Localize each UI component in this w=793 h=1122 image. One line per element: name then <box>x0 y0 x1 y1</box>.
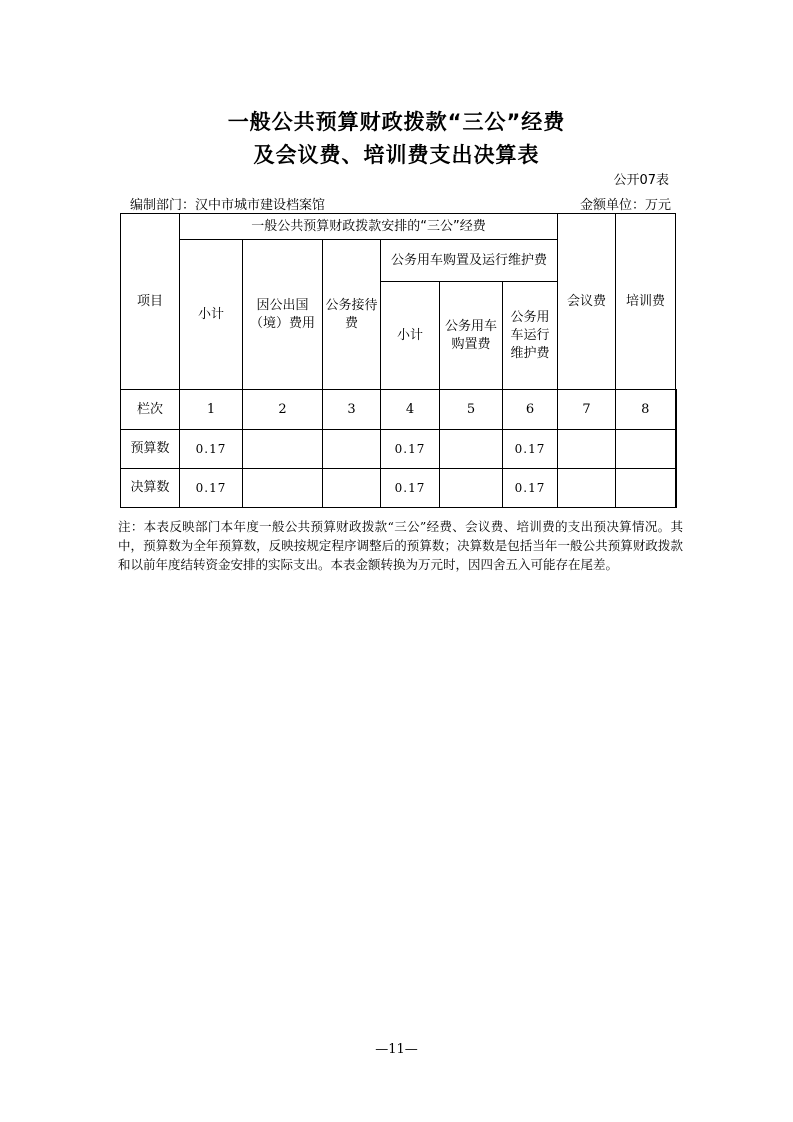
table-note: 注：本表反映部门本年度一般公共预算财政拨款“三公”经费、会议费、培训费的支出预决算情况。其中，预算数为全年预算数，反映按规定程序调整后的预算数；决算数是包括当年一般公共预算财政拨款和以前年度结转资金安排的实际支出。本表金额转换为万元时，因四舍五入可能存在尾差。 <box>118 519 683 572</box>
column-index-8: 8 <box>616 390 676 430</box>
title-line-1: 一般公共预算财政拨款“三公”经费 <box>227 110 566 134</box>
final-meeting-cell <box>558 469 616 508</box>
budget-reception-cell <box>323 430 381 469</box>
title-line-2: 及会议费、培训费支出决算表 <box>253 143 540 167</box>
column-index-2: 2 <box>243 390 323 430</box>
column-index-3: 3 <box>323 390 381 430</box>
final-training-cell <box>616 469 676 508</box>
column-index-4: 4 <box>381 390 440 430</box>
page-number: —11— <box>375 1042 418 1057</box>
amount-unit-label: 金额单位：万元 <box>579 198 671 213</box>
header-meeting: 会议费 <box>558 214 616 390</box>
budget-vehicle-operation-cell: 0.17 <box>503 430 558 469</box>
row-label-column-index: 栏次 <box>121 390 180 430</box>
header-subtotal: 小计 <box>180 240 243 390</box>
budget-meeting-cell <box>558 430 616 469</box>
header-item: 项目 <box>121 214 180 390</box>
header-reception: 公务接待费 <box>323 240 381 390</box>
final-reception-cell <box>323 469 381 508</box>
header-training: 培训费 <box>616 214 676 390</box>
budget-training-cell <box>616 430 676 469</box>
budget-abroad-cell <box>243 430 323 469</box>
final-vehicle-purchase-cell <box>440 469 503 508</box>
table-row <box>121 430 676 469</box>
header-vehicle-operation: 公务用车运行维护费 <box>503 282 558 390</box>
row-label-final: 决算数 <box>121 469 180 508</box>
budget-subtotal-cell: 0.17 <box>180 430 243 469</box>
final-subtotal-cell: 0.17 <box>180 469 243 508</box>
budget-vehicle-subtotal-cell: 0.17 <box>381 430 440 469</box>
final-vehicle-subtotal-cell: 0.17 <box>381 469 440 508</box>
header-vehicle-group: 公务用车购置及运行维护费 <box>381 240 558 282</box>
department-label: 编制部门：汉中市城市建设档案馆 <box>130 198 326 213</box>
column-index-5: 5 <box>440 390 503 430</box>
header-vehicle-subtotal: 小计 <box>381 282 440 390</box>
table-row <box>121 469 676 508</box>
budget-vehicle-purchase-cell <box>440 430 503 469</box>
column-index-1: 1 <box>180 390 243 430</box>
row-label-budget: 预算数 <box>121 430 180 469</box>
column-index-7: 7 <box>558 390 616 430</box>
header-abroad: 因公出国（境）费用 <box>243 240 323 390</box>
column-index-6: 6 <box>503 390 558 430</box>
header-san-gong-group: 一般公共预算财政拨款安排的“三公”经费 <box>180 214 558 240</box>
table-code: 公开07表 <box>613 173 669 188</box>
final-vehicle-operation-cell: 0.17 <box>503 469 558 508</box>
header-vehicle-purchase: 公务用车购置费 <box>440 282 503 390</box>
budget-table <box>120 213 677 508</box>
final-abroad-cell <box>243 469 323 508</box>
